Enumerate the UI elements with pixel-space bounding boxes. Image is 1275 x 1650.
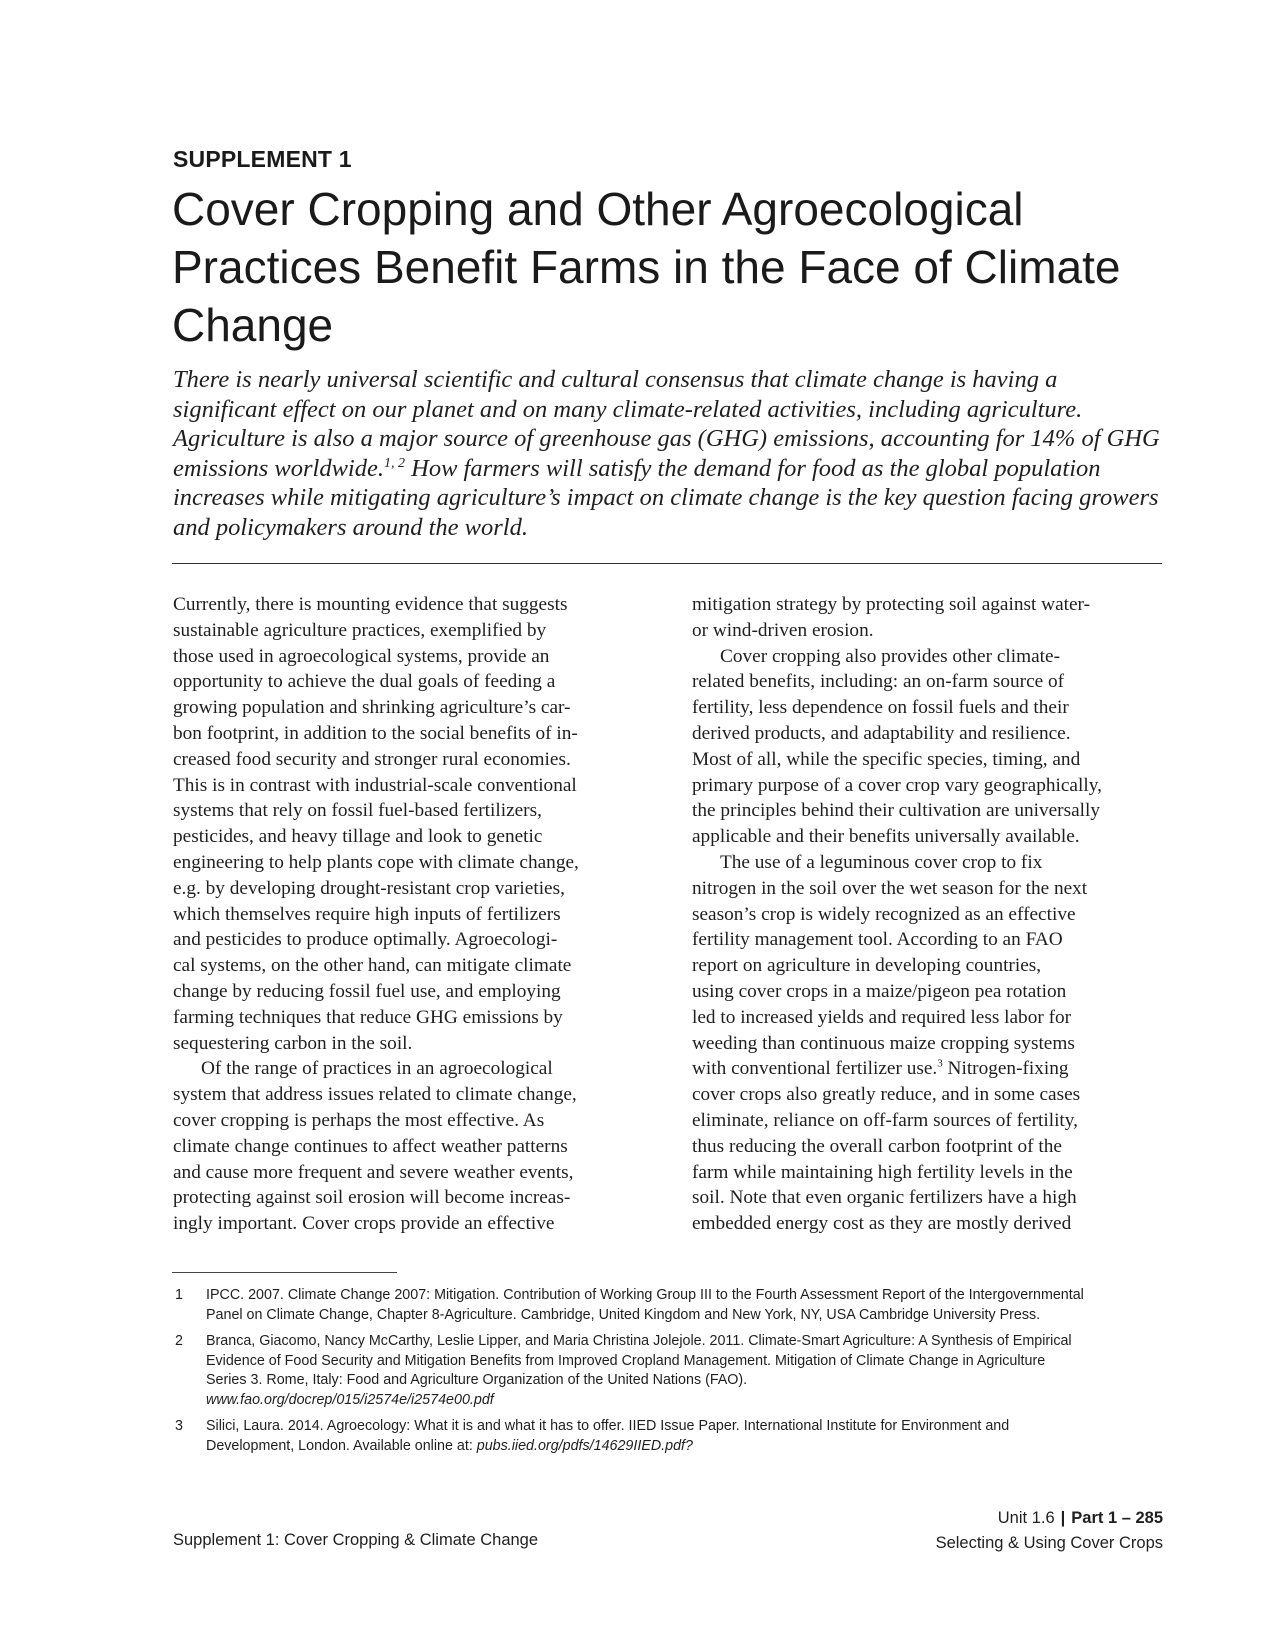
footer-unit: Unit 1.6 (997, 1509, 1055, 1527)
text-line: Cover cropping also provides other climate- (720, 645, 1061, 667)
text-line: fertility management tool. According to an FAO (692, 929, 1063, 951)
body-column-left (173, 592, 651, 1237)
text-line: farming techniques that reduce GHG emissions by (173, 1006, 563, 1028)
text-line: farm while maintaining high fertility levels in the (692, 1161, 1073, 1183)
text-line: report on agriculture in developing countries, (692, 955, 1042, 977)
text-line: pesticides, and heavy tillage and look to genetic (173, 826, 543, 848)
text-line: fertility, less dependence on fossil fuels and their (692, 697, 1069, 719)
text-line: mitigation strategy by protecting soil against water- (692, 594, 1090, 615)
footnote-number: 1 (175, 1287, 183, 1303)
footnote-2 (173, 1332, 1163, 1410)
text-line: cover crops also greatly reduce, and in some cases (692, 1084, 1081, 1106)
text-line: This is in contrast with industrial-scale conventional (173, 774, 577, 796)
text-segment: Nitrogen-fixing (942, 1058, 1069, 1080)
footnote-line: IPCC. 2007. Climate Change 2007: Mitigation. Contribution of Working Group III to the Fourth Assessment Report of the Intergovernmental (206, 1287, 1084, 1303)
footnotes (173, 1286, 1163, 1463)
text-line: primary purpose of a cover crop vary geographically, (692, 774, 1102, 796)
text-line: which themselves require high inputs of fertilizers (173, 903, 561, 925)
text-line: Of the range of practices in an agroecological (201, 1058, 553, 1080)
text-line: nitrogen in the soil over the wet season for the next (692, 877, 1088, 899)
text-line: embedded energy cost as they are mostly derived (692, 1213, 1072, 1235)
body-paragraph (692, 592, 1164, 644)
text-line: opportunity to achieve the dual goals of feeding a (173, 671, 556, 693)
text-line: sustainable agriculture practices, exemplified by (173, 619, 547, 641)
footnote-line (206, 1437, 1163, 1457)
text-line: creased food security and stronger rural economies. (173, 748, 571, 770)
text-line: bon footprint, in addition to the social benefits of in- (173, 722, 578, 744)
text-line: engineering to help plants cope with climate change, (173, 851, 579, 873)
footer-page-info (936, 1506, 1163, 1556)
supplement-label: SUPPLEMENT 1 (173, 146, 352, 172)
body-paragraph (173, 592, 651, 1056)
text-line: those used in agroecological systems, provide an (173, 645, 550, 667)
text-line: sequestering carbon in the soil. (173, 1032, 413, 1054)
footnote-line: Evidence of Food Security and Mitigation Benefits from Improved Cropland Management. Mitigation of Climate Change in Agriculture (206, 1352, 1046, 1369)
body-paragraph (692, 850, 1164, 1237)
text-line: climate change continues to affect weather patterns (173, 1135, 568, 1157)
text-segment: with conventional fertilizer use. (692, 1058, 938, 1080)
text-line: or wind-driven erosion. (692, 619, 874, 641)
text-line: The use of a leguminous cover crop to fix (720, 851, 1043, 873)
footer-page-number: Part 1 – 285 (1071, 1509, 1163, 1527)
body-column-right (692, 592, 1164, 1237)
text-line: Currently, there is mounting evidence that suggests (173, 594, 568, 615)
text-line: protecting against soil erosion will become increas- (173, 1187, 571, 1209)
footnote-3 (173, 1417, 1163, 1456)
text-line: growing population and shrinking agriculture’s car- (173, 697, 571, 719)
text-line: weeding than continuous maize cropping systems (692, 1032, 1075, 1054)
footer-separator: | (1060, 1509, 1066, 1527)
text-line: system that address issues related to climate change, (173, 1084, 577, 1106)
text-line: soil. Note that even organic fertilizers have a high (692, 1187, 1077, 1209)
footer-unit-line (936, 1506, 1163, 1531)
text-line: Most of all, while the specific species, timing, and (692, 748, 1081, 770)
text-line: using cover crops in a maize/pigeon pea rotation (692, 980, 1067, 1002)
footer-supplement-title: Supplement 1: Cover Cropping & Climate Change (173, 1531, 539, 1549)
footnote-text: Development, London. Available online at: (206, 1437, 477, 1454)
text-line: related benefits, including: an on-farm source of (692, 671, 1065, 693)
intro-text: There is nearly universal scientific and cultural consensus that climate change is having a significant effect on our planet and on many climate-related activities, including agriculture. Agriculture is also a major source of greenhouse gas (GHG) emissions, accounting for 14% of GHG emissions worldwide. (173, 366, 1160, 482)
text-line: and pesticides to produce optimally. Agroecologi- (173, 929, 558, 951)
footnote-ref: 3 (937, 1057, 943, 1070)
intro-text-continued: How farmers will satisfy the demand for food as the global population increases while mitigating agriculture’s impact on climate change is the key question facing growers and policymakers around the world. (173, 454, 1159, 541)
footnote-link[interactable]: www.fao.org/docrep/015/i2574e/i2574e00.pdf (206, 1391, 494, 1408)
footnote-1 (173, 1286, 1163, 1325)
text-line: ingly important. Cover crops provide an effective (173, 1213, 555, 1235)
footnote-line: Series 3. Rome, Italy: Food and Agriculture Organization of the United Nations (FAO). (206, 1372, 748, 1388)
text-line: the principles behind their cultivation are universally (692, 800, 1100, 822)
section-divider (172, 563, 1162, 564)
footnote-link[interactable]: pubs.iied.org/pdfs/14629IIED.pdf? (476, 1437, 693, 1454)
text-line: derived products, and adaptability and resilience. (692, 722, 1071, 744)
text-line: cover cropping is perhaps the most effective. As (173, 1109, 545, 1131)
page-title: Cover Cropping and Other Agroecological Practices Benefit Farms in the Face of Climate Change (172, 183, 1121, 351)
footnote-divider (172, 1272, 397, 1273)
text-line: led to increased yields and required less labor for (692, 1006, 1072, 1028)
text-line: cal systems, on the other hand, can mitigate climate (173, 955, 572, 977)
intro-paragraph (173, 365, 1163, 542)
footer-section: Selecting & Using Cover Crops (935, 1534, 1163, 1552)
footnote-number: 2 (175, 1333, 183, 1349)
text-line: e.g. by developing drought-resistant crop varieties, (173, 877, 565, 899)
text-line (692, 1056, 1164, 1082)
text-line: change by reducing fossil fuel use, and employing (173, 980, 561, 1002)
intro-footnote-ref: 1, 2 (384, 455, 405, 471)
body-paragraph (173, 1056, 651, 1237)
footnote-line: Branca, Giacomo, Nancy McCarthy, Leslie Lipper, and Maria Christina Jolejole. 2011. Climate-Smart Agriculture: A Synthesis of Empirical (206, 1333, 1072, 1349)
text-line: systems that rely on fossil fuel-based fertilizers, (173, 800, 542, 822)
footnote-number: 3 (175, 1418, 183, 1434)
text-line: and cause more frequent and severe weather events, (173, 1161, 574, 1183)
body-paragraph (692, 644, 1164, 850)
text-line: thus reducing the overall carbon footprint of the (692, 1135, 1062, 1157)
footnote-line: Panel on Climate Change, Chapter 8-Agriculture. Cambridge, United Kingdom and New York, NY, USA Cambridge University Press. (206, 1306, 1041, 1323)
text-line: eliminate, reliance on off-farm sources of fertility, (692, 1109, 1079, 1131)
text-line: season’s crop is widely recognized as an effective (692, 903, 1076, 925)
text-line: applicable and their benefits universally available. (692, 826, 1080, 848)
footnote-line: Silici, Laura. 2014. Agroecology: What it is and what it has to offer. IIED Issue Paper. International Institute for Environment and (206, 1418, 1010, 1434)
